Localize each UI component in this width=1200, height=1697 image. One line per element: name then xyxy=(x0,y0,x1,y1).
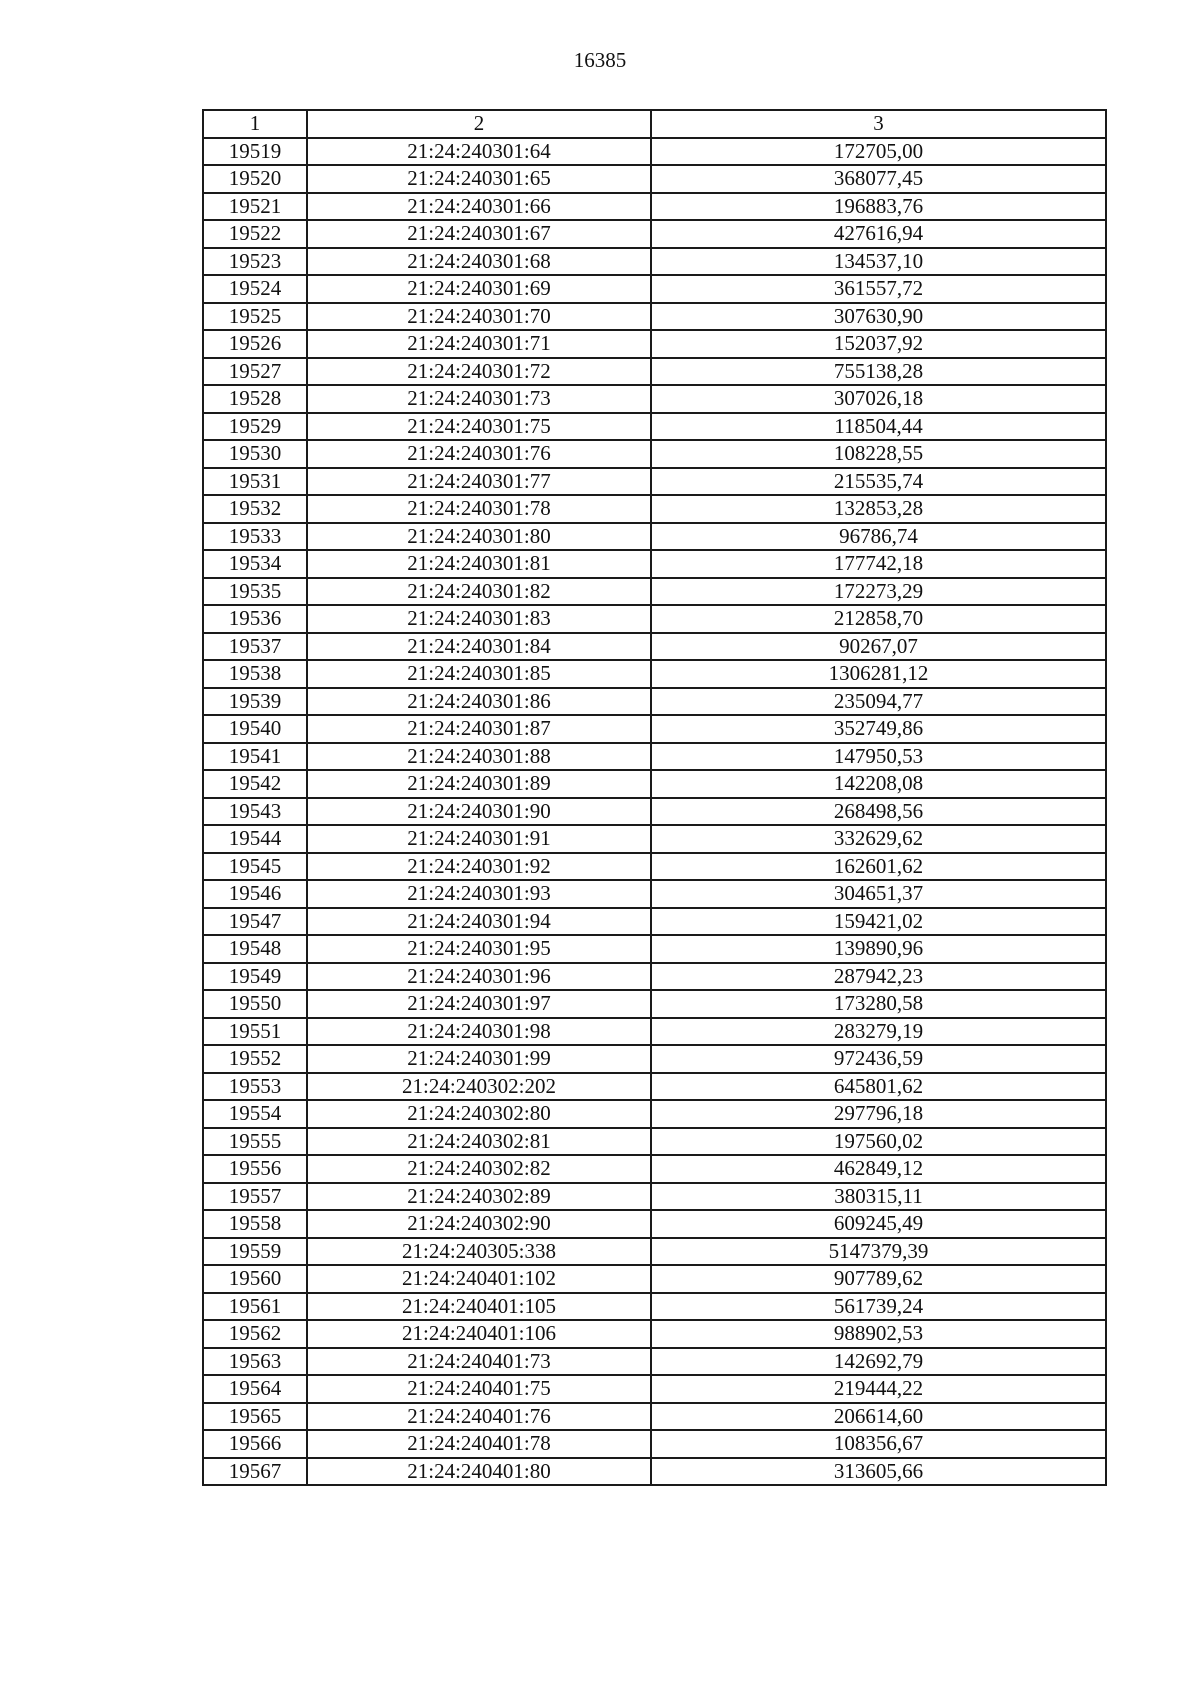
cadastral-number-cell: 21:24:240301:90 xyxy=(307,798,651,826)
table-row xyxy=(203,688,1106,716)
value-cell: 368077,45 xyxy=(651,165,1106,193)
value-cell: 313605,66 xyxy=(651,1458,1106,1486)
value-cell: 197560,02 xyxy=(651,1128,1106,1156)
cadastral-number-cell: 21:24:240301:89 xyxy=(307,770,651,798)
table-row xyxy=(203,330,1106,358)
cadastral-number-cell: 21:24:240301:80 xyxy=(307,523,651,551)
table-row xyxy=(203,1210,1106,1238)
row-number-cell: 19532 xyxy=(203,495,307,523)
table-row xyxy=(203,413,1106,441)
cadastral-number-cell: 21:24:240301:84 xyxy=(307,633,651,661)
value-cell: 172273,29 xyxy=(651,578,1106,606)
value-cell: 283279,19 xyxy=(651,1018,1106,1046)
table-row xyxy=(203,743,1106,771)
row-number-cell: 19542 xyxy=(203,770,307,798)
row-number-cell: 19530 xyxy=(203,440,307,468)
cadastral-number-cell: 21:24:240301:76 xyxy=(307,440,651,468)
value-cell: 332629,62 xyxy=(651,825,1106,853)
table-row xyxy=(203,853,1106,881)
row-number-cell: 19562 xyxy=(203,1320,307,1348)
cadastral-number-cell: 21:24:240301:88 xyxy=(307,743,651,771)
cadastral-number-cell: 21:24:240301:94 xyxy=(307,908,651,936)
table-row xyxy=(203,1293,1106,1321)
cadastral-number-cell: 21:24:240301:83 xyxy=(307,605,651,633)
row-number-cell: 19559 xyxy=(203,1238,307,1266)
value-cell: 361557,72 xyxy=(651,275,1106,303)
cadastral-number-cell: 21:24:240305:338 xyxy=(307,1238,651,1266)
table-row xyxy=(203,275,1106,303)
row-number-cell: 19521 xyxy=(203,193,307,221)
value-cell: 162601,62 xyxy=(651,853,1106,881)
value-cell: 287942,23 xyxy=(651,963,1106,991)
value-cell: 907789,62 xyxy=(651,1265,1106,1293)
table-row xyxy=(203,633,1106,661)
column-header-2: 2 xyxy=(307,110,651,138)
table-row xyxy=(203,798,1106,826)
table-row xyxy=(203,770,1106,798)
table-row xyxy=(203,1183,1106,1211)
data-table xyxy=(202,109,1107,1486)
cadastral-number-cell: 21:24:240401:80 xyxy=(307,1458,651,1486)
cadastral-number-cell: 21:24:240302:80 xyxy=(307,1100,651,1128)
value-cell: 755138,28 xyxy=(651,358,1106,386)
value-cell: 307026,18 xyxy=(651,385,1106,413)
row-number-cell: 19552 xyxy=(203,1045,307,1073)
table-row xyxy=(203,165,1106,193)
cadastral-number-cell: 21:24:240301:86 xyxy=(307,688,651,716)
value-cell: 147950,53 xyxy=(651,743,1106,771)
cadastral-number-cell: 21:24:240301:93 xyxy=(307,880,651,908)
row-number-cell: 19555 xyxy=(203,1128,307,1156)
cadastral-number-cell: 21:24:240301:81 xyxy=(307,550,651,578)
row-number-cell: 19543 xyxy=(203,798,307,826)
table-row xyxy=(203,1320,1106,1348)
table-row xyxy=(203,1458,1106,1486)
value-cell: 645801,62 xyxy=(651,1073,1106,1101)
value-cell: 268498,56 xyxy=(651,798,1106,826)
column-header-3: 3 xyxy=(651,110,1106,138)
table-row xyxy=(203,523,1106,551)
cadastral-number-cell: 21:24:240301:96 xyxy=(307,963,651,991)
value-cell: 352749,86 xyxy=(651,715,1106,743)
table-row xyxy=(203,1073,1106,1101)
cadastral-number-cell: 21:24:240301:85 xyxy=(307,660,651,688)
cadastral-number-cell: 21:24:240301:91 xyxy=(307,825,651,853)
value-cell: 177742,18 xyxy=(651,550,1106,578)
cadastral-number-cell: 21:24:240301:68 xyxy=(307,248,651,276)
cadastral-number-cell: 21:24:240301:70 xyxy=(307,303,651,331)
table-row xyxy=(203,358,1106,386)
row-number-cell: 19538 xyxy=(203,660,307,688)
row-number-cell: 19520 xyxy=(203,165,307,193)
cadastral-number-cell: 21:24:240301:72 xyxy=(307,358,651,386)
value-cell: 142208,08 xyxy=(651,770,1106,798)
table-row xyxy=(203,1430,1106,1458)
value-cell: 307630,90 xyxy=(651,303,1106,331)
table-row xyxy=(203,825,1106,853)
row-number-cell: 19527 xyxy=(203,358,307,386)
table-row xyxy=(203,550,1106,578)
table-row xyxy=(203,303,1106,331)
cadastral-number-cell: 21:24:240301:66 xyxy=(307,193,651,221)
table-row xyxy=(203,220,1106,248)
table-row xyxy=(203,715,1106,743)
value-cell: 235094,77 xyxy=(651,688,1106,716)
row-number-cell: 19546 xyxy=(203,880,307,908)
row-number-cell: 19563 xyxy=(203,1348,307,1376)
row-number-cell: 19529 xyxy=(203,413,307,441)
table-row xyxy=(203,1128,1106,1156)
row-number-cell: 19550 xyxy=(203,990,307,1018)
value-cell: 1306281,12 xyxy=(651,660,1106,688)
value-cell: 108356,67 xyxy=(651,1430,1106,1458)
row-number-cell: 19524 xyxy=(203,275,307,303)
table-row xyxy=(203,385,1106,413)
row-number-cell: 19560 xyxy=(203,1265,307,1293)
table-row xyxy=(203,660,1106,688)
value-cell: 988902,53 xyxy=(651,1320,1106,1348)
value-cell: 172705,00 xyxy=(651,138,1106,166)
cadastral-number-cell: 21:24:240301:64 xyxy=(307,138,651,166)
cadastral-number-cell: 21:24:240301:71 xyxy=(307,330,651,358)
row-number-cell: 19535 xyxy=(203,578,307,606)
value-cell: 561739,24 xyxy=(651,1293,1106,1321)
row-number-cell: 19556 xyxy=(203,1155,307,1183)
row-number-cell: 19519 xyxy=(203,138,307,166)
row-number-cell: 19547 xyxy=(203,908,307,936)
page-number: 16385 xyxy=(573,48,627,72)
row-number-cell: 19564 xyxy=(203,1375,307,1403)
value-cell: 304651,37 xyxy=(651,880,1106,908)
cadastral-number-cell: 21:24:240301:67 xyxy=(307,220,651,248)
value-cell: 609245,49 xyxy=(651,1210,1106,1238)
cadastral-number-cell: 21:24:240302:89 xyxy=(307,1183,651,1211)
table-row xyxy=(203,880,1106,908)
row-number-cell: 19554 xyxy=(203,1100,307,1128)
table-row xyxy=(203,1238,1106,1266)
table-row xyxy=(203,1265,1106,1293)
cadastral-number-cell: 21:24:240401:76 xyxy=(307,1403,651,1431)
table-row xyxy=(203,495,1106,523)
table-row xyxy=(203,908,1106,936)
cadastral-number-cell: 21:24:240401:73 xyxy=(307,1348,651,1376)
row-number-cell: 19525 xyxy=(203,303,307,331)
row-number-cell: 19557 xyxy=(203,1183,307,1211)
cadastral-number-cell: 21:24:240301:97 xyxy=(307,990,651,1018)
row-number-cell: 19545 xyxy=(203,853,307,881)
table-header-row xyxy=(203,110,1106,138)
row-number-cell: 19537 xyxy=(203,633,307,661)
table-row xyxy=(203,1348,1106,1376)
row-number-cell: 19533 xyxy=(203,523,307,551)
cadastral-number-cell: 21:24:240302:90 xyxy=(307,1210,651,1238)
table-row xyxy=(203,935,1106,963)
cadastral-number-cell: 21:24:240301:75 xyxy=(307,413,651,441)
table-row xyxy=(203,605,1106,633)
table-row xyxy=(203,1100,1106,1128)
table-row xyxy=(203,138,1106,166)
value-cell: 5147379,39 xyxy=(651,1238,1106,1266)
row-number-cell: 19534 xyxy=(203,550,307,578)
value-cell: 139890,96 xyxy=(651,935,1106,963)
cadastral-number-cell: 21:24:240301:73 xyxy=(307,385,651,413)
row-number-cell: 19566 xyxy=(203,1430,307,1458)
table-row xyxy=(203,963,1106,991)
value-cell: 297796,18 xyxy=(651,1100,1106,1128)
row-number-cell: 19548 xyxy=(203,935,307,963)
cadastral-number-cell: 21:24:240302:202 xyxy=(307,1073,651,1101)
table-body xyxy=(203,138,1106,1486)
table-row xyxy=(203,1018,1106,1046)
cadastral-number-cell: 21:24:240401:75 xyxy=(307,1375,651,1403)
row-number-cell: 19561 xyxy=(203,1293,307,1321)
cadastral-number-cell: 21:24:240301:95 xyxy=(307,935,651,963)
row-number-cell: 19539 xyxy=(203,688,307,716)
value-cell: 972436,59 xyxy=(651,1045,1106,1073)
row-number-cell: 19558 xyxy=(203,1210,307,1238)
table-row xyxy=(203,1403,1106,1431)
cadastral-number-cell: 21:24:240301:78 xyxy=(307,495,651,523)
value-cell: 96786,74 xyxy=(651,523,1106,551)
cadastral-number-cell: 21:24:240401:106 xyxy=(307,1320,651,1348)
cadastral-number-cell: 21:24:240301:82 xyxy=(307,578,651,606)
value-cell: 212858,70 xyxy=(651,605,1106,633)
cadastral-number-cell: 21:24:240401:78 xyxy=(307,1430,651,1458)
value-cell: 90267,07 xyxy=(651,633,1106,661)
cadastral-number-cell: 21:24:240301:87 xyxy=(307,715,651,743)
table-row xyxy=(203,1155,1106,1183)
table-row xyxy=(203,468,1106,496)
cadastral-number-cell: 21:24:240302:81 xyxy=(307,1128,651,1156)
row-number-cell: 19553 xyxy=(203,1073,307,1101)
value-cell: 159421,02 xyxy=(651,908,1106,936)
cadastral-number-cell: 21:24:240301:77 xyxy=(307,468,651,496)
value-cell: 215535,74 xyxy=(651,468,1106,496)
value-cell: 152037,92 xyxy=(651,330,1106,358)
row-number-cell: 19567 xyxy=(203,1458,307,1486)
row-number-cell: 19540 xyxy=(203,715,307,743)
value-cell: 142692,79 xyxy=(651,1348,1106,1376)
table-row xyxy=(203,248,1106,276)
table-row xyxy=(203,1375,1106,1403)
row-number-cell: 19544 xyxy=(203,825,307,853)
value-cell: 173280,58 xyxy=(651,990,1106,1018)
row-number-cell: 19536 xyxy=(203,605,307,633)
value-cell: 134537,10 xyxy=(651,248,1106,276)
row-number-cell: 19549 xyxy=(203,963,307,991)
table-row xyxy=(203,990,1106,1018)
row-number-cell: 19565 xyxy=(203,1403,307,1431)
value-cell: 206614,60 xyxy=(651,1403,1106,1431)
cadastral-number-cell: 21:24:240301:99 xyxy=(307,1045,651,1073)
column-header-1: 1 xyxy=(203,110,307,138)
row-number-cell: 19528 xyxy=(203,385,307,413)
value-cell: 108228,55 xyxy=(651,440,1106,468)
table-row xyxy=(203,440,1106,468)
cadastral-number-cell: 21:24:240301:69 xyxy=(307,275,651,303)
table-row xyxy=(203,1045,1106,1073)
cadastral-number-cell: 21:24:240401:105 xyxy=(307,1293,651,1321)
row-number-cell: 19541 xyxy=(203,743,307,771)
cadastral-number-cell: 21:24:240302:82 xyxy=(307,1155,651,1183)
row-number-cell: 19531 xyxy=(203,468,307,496)
cadastral-number-cell: 21:24:240301:65 xyxy=(307,165,651,193)
value-cell: 219444,22 xyxy=(651,1375,1106,1403)
row-number-cell: 19523 xyxy=(203,248,307,276)
row-number-cell: 19522 xyxy=(203,220,307,248)
row-number-cell: 19526 xyxy=(203,330,307,358)
value-cell: 380315,11 xyxy=(651,1183,1106,1211)
cadastral-number-cell: 21:24:240401:102 xyxy=(307,1265,651,1293)
value-cell: 427616,94 xyxy=(651,220,1106,248)
cadastral-number-cell: 21:24:240301:98 xyxy=(307,1018,651,1046)
table-row xyxy=(203,578,1106,606)
value-cell: 118504,44 xyxy=(651,413,1106,441)
value-cell: 132853,28 xyxy=(651,495,1106,523)
table-row xyxy=(203,193,1106,221)
cadastral-number-cell: 21:24:240301:92 xyxy=(307,853,651,881)
value-cell: 196883,76 xyxy=(651,193,1106,221)
row-number-cell: 19551 xyxy=(203,1018,307,1046)
value-cell: 462849,12 xyxy=(651,1155,1106,1183)
